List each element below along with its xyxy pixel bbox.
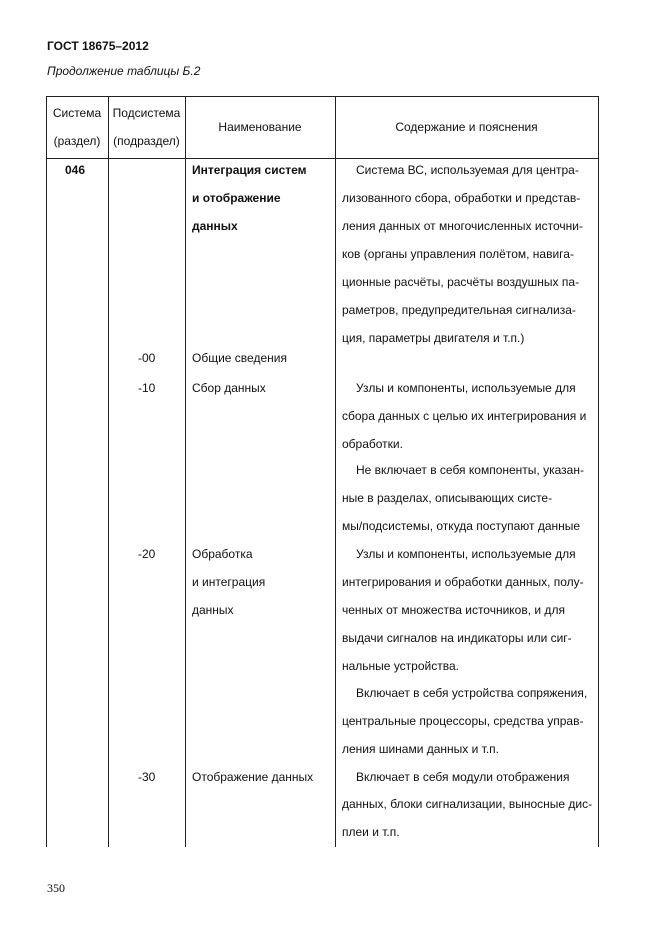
column-header-subsystem: [108, 96, 185, 158]
description-line: плеи и т.п.: [342, 825, 400, 839]
description-line: ченных от множества источников, и для: [342, 603, 565, 617]
table-continuation-caption: Продолжение таблицы Б.2: [47, 64, 201, 78]
column-divider: [335, 96, 336, 847]
item-name-line: Интеграция систем: [192, 163, 307, 177]
item-name-line: данных: [192, 219, 238, 233]
description-line: Узлы и компоненты, используемые для: [356, 381, 576, 395]
subsystem-code: -20: [138, 547, 156, 561]
description-line: сбора данных с целью их интегрирования и: [342, 409, 587, 423]
description-line: центральные процессоры, средства управ-: [342, 714, 584, 728]
description-line: ция, параметры двигателя и т.п.): [342, 331, 525, 345]
subsystem-code: -30: [138, 770, 156, 784]
description-line: лизованного сбора, обработки и представ-: [342, 191, 581, 205]
description-line: обработки.: [342, 437, 403, 451]
description-line: мы/подсистемы, откуда поступают данные: [342, 519, 581, 533]
item-name-line: Сбор данных: [192, 381, 266, 395]
column-divider: [108, 96, 109, 847]
description-line: Узлы и компоненты, используемые для: [356, 547, 576, 561]
description-line: Включает в себя модули отображения: [356, 770, 570, 784]
column-header-line: Система: [52, 106, 102, 120]
description-line: интегрирования и обработки данных, полу-: [342, 575, 584, 589]
description-line: Система ВС, используемая для центра-: [356, 163, 579, 177]
column-header-name: [185, 96, 335, 158]
description-line: ления шинами данных и т.п.: [342, 742, 500, 756]
item-name-line: Отображение данных: [192, 770, 314, 784]
description-line: Включает в себя устройства сопряжения,: [356, 686, 588, 700]
subsystem-code: -00: [138, 351, 156, 365]
item-name-line: Общие сведения: [192, 351, 287, 365]
column-header-system: [46, 96, 108, 158]
subsystem-code: -10: [138, 381, 156, 395]
table-border-left: [46, 96, 47, 847]
page-number: 350: [47, 881, 65, 895]
item-name-line: данных: [192, 603, 234, 617]
description-line: выдачи сигналов на индикаторы или сиг-: [342, 631, 572, 645]
column-header-line: Подсистема: [112, 106, 181, 120]
column-header-description: [335, 96, 598, 158]
column-header-line: Содержание и пояснения: [395, 120, 538, 134]
table-border-right: [598, 96, 599, 847]
description-line: Не включает в себя компоненты, указан-: [356, 463, 584, 477]
classification-table: [46, 96, 599, 847]
description-line: ления данных от многочисленных источни-: [342, 219, 583, 233]
item-name-line: Обработка: [192, 547, 253, 561]
column-header-line: (подраздел): [113, 134, 180, 148]
description-line: ные в разделах, описывающих систе-: [342, 491, 553, 505]
document-id: ГОСТ 18675–2012: [47, 39, 149, 53]
item-name-line: и интеграция: [192, 575, 266, 589]
column-header-line: (раздел): [53, 134, 101, 148]
column-divider: [185, 96, 186, 847]
system-code: 046: [65, 163, 86, 177]
description-line: данных, блоки сигнализации, выносные дис-: [342, 797, 593, 811]
column-header-line: Наименование: [218, 120, 302, 134]
description-line: ков (органы управления полётом, навига-: [342, 247, 574, 261]
description-line: ционные расчёты, расчёты воздушных па-: [342, 275, 580, 289]
item-name-line: и отображение: [192, 191, 281, 205]
description-line: нальные устройства.: [342, 659, 459, 673]
description-line: раметров, предупредительная сигнализа-: [342, 303, 576, 317]
header-separator: [46, 158, 599, 159]
